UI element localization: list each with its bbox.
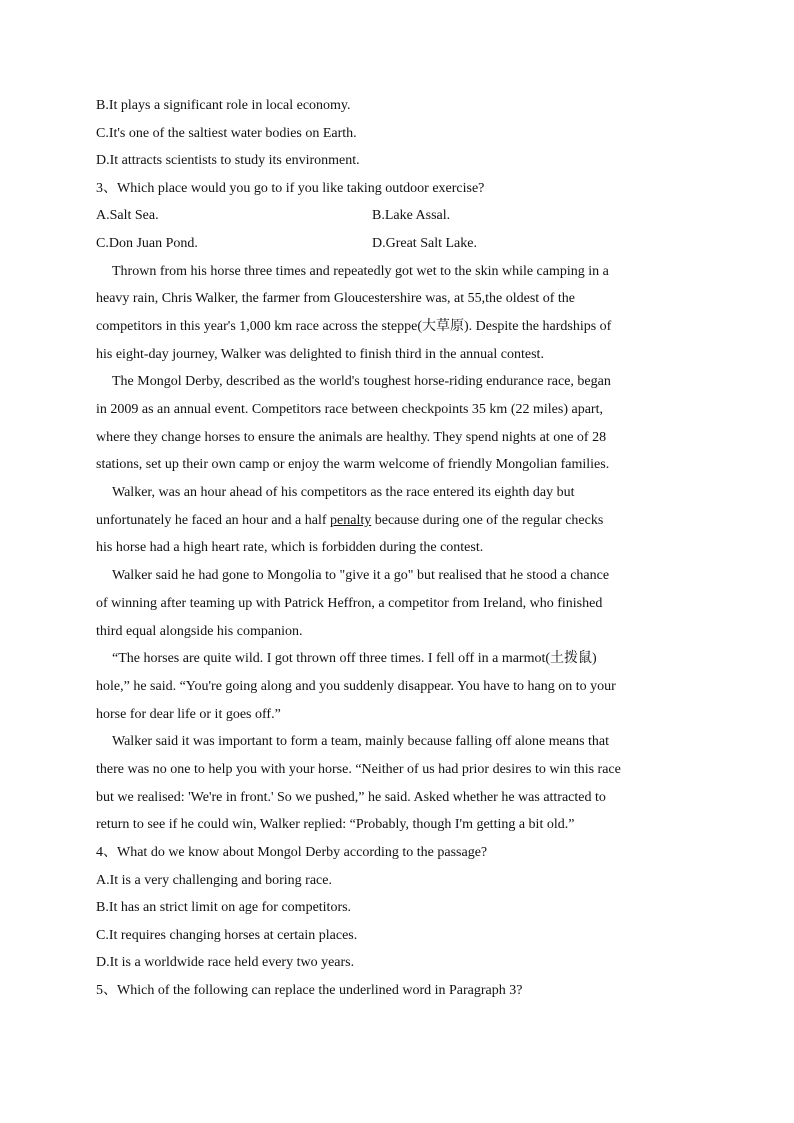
option-row (96, 202, 696, 230)
text-line: but we realised: 'We're in front.' So we pushed,” he said. Asked whether he was attracted to (96, 789, 606, 805)
option-b: B.Lake Assal. (372, 208, 451, 224)
text-line: his eight-day journey, Walker was delighted to finish third in the annual contest. (96, 346, 544, 362)
text-line: his horse had a high heart rate, which is forbidden during the contest. (96, 540, 484, 556)
option-a: A.Salt Sea. (96, 208, 159, 224)
option-c: C.It's one of the saltiest water bodies on Earth. (96, 125, 357, 141)
option-c: C.Don Juan Pond. (96, 235, 198, 251)
question-4 (96, 839, 696, 977)
text-line: horse for dear life or it goes off.” (96, 706, 281, 722)
text-line: stations, set up their own camp or enjoy the warm welcome of friendly Mongolian families. (96, 457, 610, 473)
text-line: “The horses are quite wild. I got thrown off three times. I fell off in a marmot(土拨鼠) (112, 651, 597, 667)
text-line: of winning after teaming up with Patrick Heffron, a competitor from Ireland, who finished (96, 595, 603, 611)
option-c: C.It requires changing horses at certain places. (96, 927, 358, 943)
paragraph-2 (96, 368, 696, 479)
question-2-options (96, 92, 696, 175)
question-stem: 4、What do we know about Mongol Derby according to the passage? (96, 845, 488, 860)
question-3 (96, 175, 696, 258)
text-segment: unfortunately he faced an hour and a half (96, 512, 331, 528)
text-line: The Mongol Derby, described as the world's toughest horse-riding endurance race, began (112, 374, 611, 390)
text-line (96, 507, 696, 535)
underlined-word: penalty (330, 512, 372, 528)
option-b: B.It has an strict limit on age for competitors. (96, 900, 352, 916)
text-line: third equal alongside his companion. (96, 623, 303, 639)
paragraph-5 (96, 645, 696, 728)
passage (96, 258, 696, 839)
text-segment: because during one of the regular checks (371, 512, 604, 528)
question-stem: 5、Which of the following can replace the underlined word in Paragraph 3? (96, 982, 523, 998)
text-line: Thrown from his horse three times and repeatedly got wet to the skin while camping in a (112, 263, 609, 279)
text-line: Walker, was an hour ahead of his competitors as the race entered its eighth day but (112, 485, 575, 501)
option-d: D.It attracts scientists to study its environment. (96, 153, 360, 169)
text-line: Walker said it was important to form a team, mainly because falling off alone means that (112, 734, 610, 750)
document-content (96, 92, 696, 1005)
option-b: B.It plays a significant role in local economy. (96, 98, 351, 113)
paragraph-6 (96, 728, 696, 839)
option-a: A.It is a very challenging and boring race. (96, 872, 332, 888)
text-line: return to see if he could win, Walker replied: “Probably, though I'm getting a bit old.” (96, 817, 575, 833)
paragraph-3 (96, 479, 696, 562)
text-line: hole,” he said. “You're going along and you suddenly disappear. You have to hang on to your (96, 678, 616, 694)
paragraph-1 (96, 258, 696, 369)
text-line: competitors in this year's 1,000 km race across the steppe(大草原). Despite the hardships of (96, 318, 612, 334)
text-line: where they change horses to ensure the animals are healthy. They spend nights at one of 28 (96, 429, 607, 445)
question-stem: 3、Which place would you go to if you like taking outdoor exercise? (96, 180, 485, 196)
option-d: D.Great Salt Lake. (372, 235, 477, 251)
question-5 (96, 977, 696, 1005)
text-line: Walker said he had gone to Mongolia to "give it a go" but realised that he stood a chance (112, 568, 610, 584)
text-line: in 2009 as an annual event. Competitors race between checkpoints 35 km (22 miles) apart, (96, 402, 603, 417)
text-line: there was no one to help you with your horse. “Neither of us had prior desires to win this race (96, 761, 621, 777)
option-d: D.It is a worldwide race held every two years. (96, 955, 355, 971)
option-row (96, 230, 696, 258)
text-line: heavy rain, Chris Walker, the farmer from Gloucestershire was, at 55,the oldest of the (96, 291, 575, 307)
paragraph-4 (96, 562, 696, 645)
